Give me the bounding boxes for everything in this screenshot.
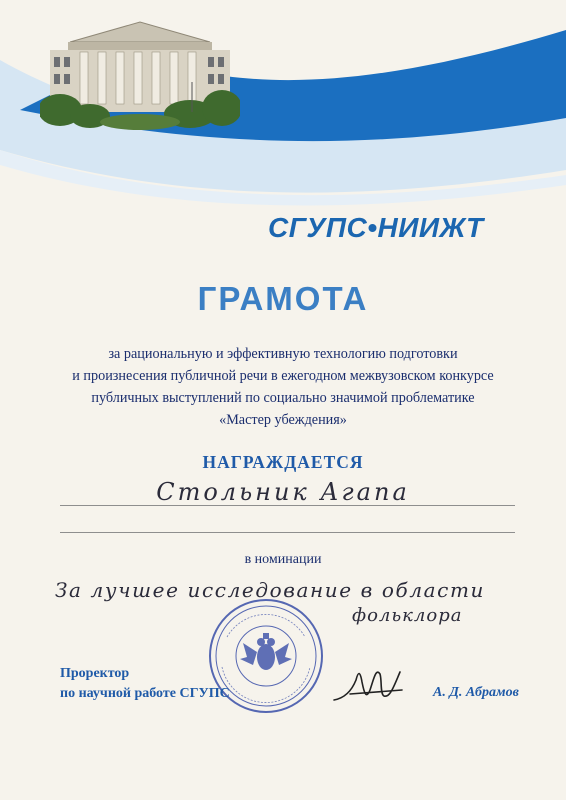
page-title: ГРАМОТА — [197, 280, 369, 317]
signatory-role-line: по научной работе СГУПС — [60, 686, 230, 701]
award-reason-line: и произнесения публичной речи в ежегодном межвузовском конкурсе — [72, 368, 494, 384]
recipient-line-2 — [60, 532, 515, 533]
recipient-line — [60, 505, 515, 506]
organization-logo: СГУПС•НИИЖТ — [268, 212, 484, 243]
award-reason-line: «Мастер убеждения» — [219, 412, 347, 428]
signatory-role-line: Проректор — [60, 666, 130, 681]
award-reason — [40, 343, 526, 431]
signatory-name: А. Д. Абрамов — [433, 685, 519, 700]
nomination-label: в номинации — [244, 552, 322, 567]
award-reason-line: публичных выступлений по социально значимой проблематике — [91, 390, 475, 406]
nomination-text: За лучшее исследование в области — [55, 578, 486, 602]
recipient-name: Стольник Агапа — [156, 478, 410, 506]
nomination-text-2: фольклора — [352, 605, 463, 626]
award-reason-line: за рациональную и эффективную технологию подготовки — [108, 346, 458, 362]
university-building-image — [40, 12, 240, 130]
signatory-role — [60, 664, 230, 704]
handwritten-signature — [330, 660, 410, 710]
awarded-heading: НАГРАЖДАЕТСЯ — [202, 452, 364, 472]
